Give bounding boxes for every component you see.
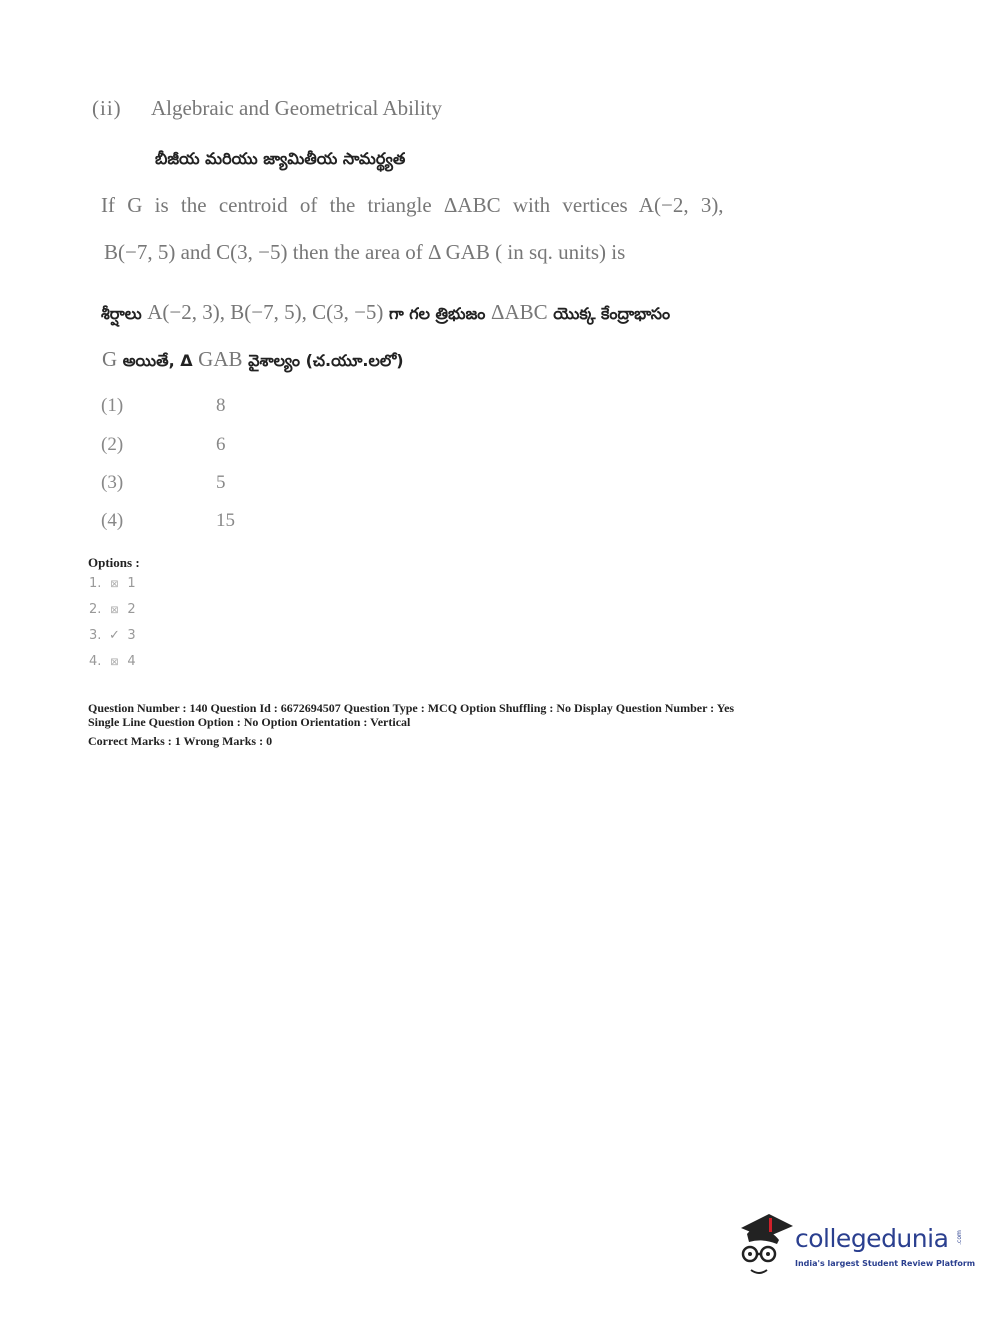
logo-suffix: .com	[955, 1230, 963, 1245]
question-telugu-text: వైశాల్యం (చ.యూ.లలో)	[242, 351, 404, 370]
section-title-telugu: బీజీయ మరియు జ్యామితీయ సామర్థ్యత	[155, 149, 406, 168]
logo-wordmark: collegedunia	[795, 1224, 949, 1253]
answer-option-number: 1.	[89, 576, 102, 591]
answer-option	[89, 602, 136, 617]
question-telugu-line-1	[101, 300, 670, 327]
answer-option	[89, 576, 136, 591]
student-mascot-icon	[733, 1210, 795, 1282]
question-telugu-line-2	[102, 347, 404, 374]
question-telugu-math: G	[102, 347, 118, 371]
choice-number: (2)	[101, 434, 124, 455]
question-telugu-text: అయితే, Δ	[117, 351, 199, 370]
answer-option	[89, 654, 136, 669]
question-line-1: If G is the centroid of the triangle ΔABC with vertices A(−2, 3),	[101, 193, 724, 217]
collegedunia-logo[interactable]	[733, 1206, 976, 1286]
choice-value: 8	[216, 395, 226, 416]
answer-option-value: 2	[127, 602, 136, 617]
answer-option-number: 4.	[89, 654, 102, 669]
choice-number: (1)	[101, 395, 124, 416]
choice-number: (4)	[101, 510, 124, 531]
question-meta-line-1: Question Number : 140 Question Id : 6672694507 Question Type : MCQ Option Shuffling : No Display Question Number : Yes	[88, 701, 735, 715]
choice-value: 6	[216, 434, 226, 455]
question-telugu-math: A(−2, 3), B(−7, 5), C(3, −5)	[147, 300, 384, 324]
answer-option	[89, 628, 136, 643]
question-meta-line-3: Correct Marks : 1 Wrong Marks : 0	[88, 734, 273, 748]
checkmark-icon: ✓	[108, 628, 120, 643]
options-label: Options :	[88, 555, 140, 570]
answer-option-value: 3	[127, 628, 136, 643]
answer-option-value: 4	[127, 654, 136, 669]
answer-option-number: 2.	[89, 602, 102, 617]
choice-value: 5	[216, 472, 226, 493]
section-number: (ii)	[92, 96, 122, 120]
question-meta-line-2: Single Line Question Option : No Option Orientation : Vertical	[88, 715, 411, 729]
question-telugu-text: యొక్క కేంద్రాభాసం	[547, 304, 671, 323]
question-line-2: B(−7, 5) and C(3, −5) then the area of Δ GAB ( in sq. units) is	[104, 240, 626, 264]
question-telugu-math: GAB	[198, 347, 243, 371]
answer-option-number: 3.	[89, 628, 102, 643]
cross-icon: ⊠	[110, 579, 119, 590]
cross-icon: ⊠	[110, 657, 119, 668]
question-telugu-math: ΔABC	[490, 300, 548, 324]
section-title: Algebraic and Geometrical Ability	[151, 96, 442, 120]
cross-icon: ⊠	[110, 605, 119, 616]
question-telugu-text: శీర్షాలు	[101, 304, 148, 323]
choice-value: 15	[216, 510, 235, 531]
logo-tagline: India's largest Student Review Platform	[795, 1259, 976, 1268]
question-telugu-text: గా గల త్రిభుజం	[383, 304, 491, 323]
answer-option-value: 1	[127, 576, 136, 591]
choice-number: (3)	[101, 472, 124, 493]
